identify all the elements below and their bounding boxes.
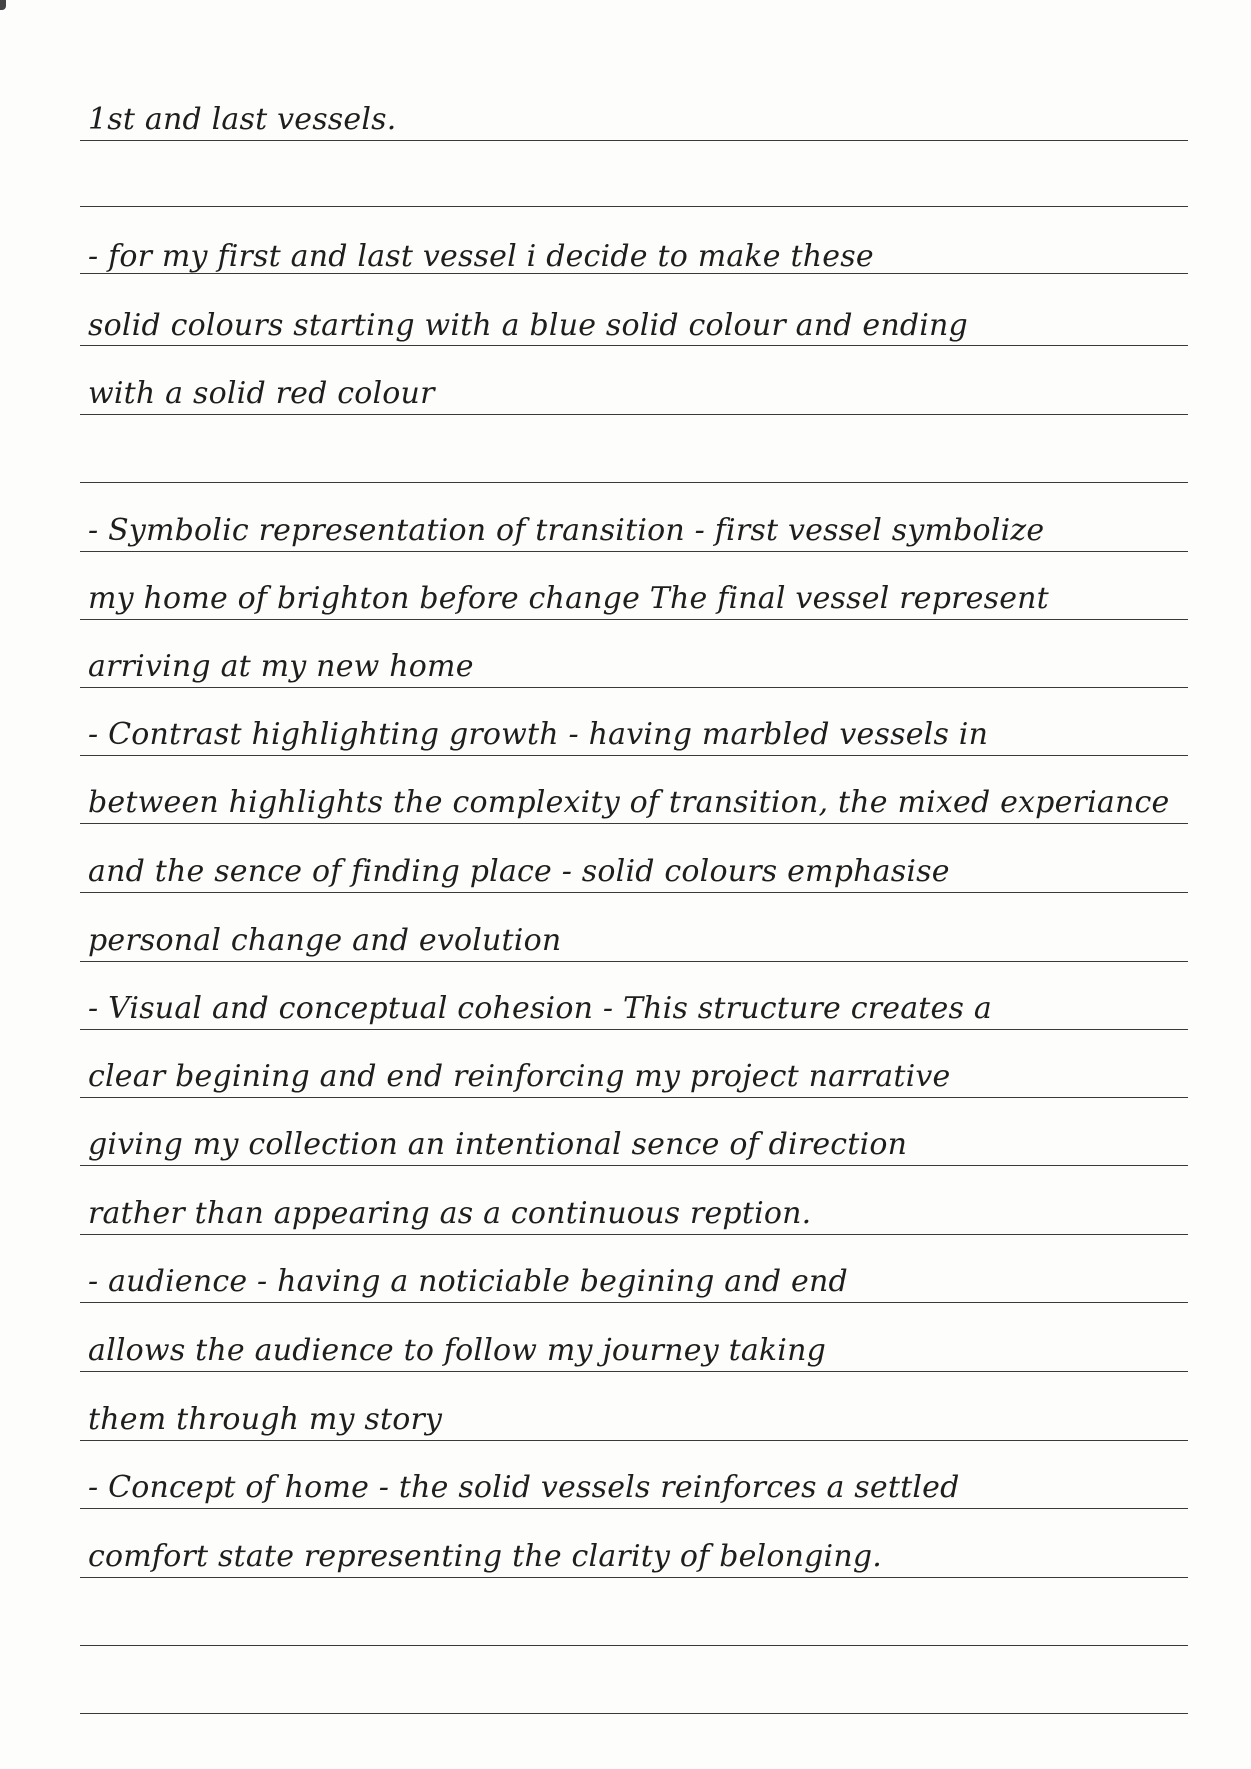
text-line: personal change and evolution: [88, 923, 562, 958]
text-line: - Contrast highlighting growth - having marbled vessels in: [88, 717, 989, 752]
text-line: clear begining and end reinforcing my project narrative: [88, 1059, 951, 1094]
text-line: arriving at my new home: [88, 649, 474, 684]
ruled-line: [80, 1645, 1188, 1646]
text-line: with a solid red colour: [88, 376, 435, 411]
text-line: them through my story: [88, 1402, 443, 1437]
text-line: my home of brighton before change The final vessel represent: [88, 581, 1049, 616]
text-line: - Concept of home - the solid vessels reinforces a settled: [88, 1470, 960, 1505]
text-line: - Visual and conceptual cohesion - This structure creates a: [88, 991, 992, 1026]
ruled-line: [80, 482, 1188, 483]
text-line: and the sence of finding place - solid colours emphasise: [88, 854, 950, 889]
text-line: between highlights the complexity of transition, the mixed experiance: [88, 785, 1170, 820]
text-line: giving my collection an intentional sence of direction: [88, 1127, 908, 1162]
text-line: comfort state representing the clarity of belonging.: [88, 1539, 882, 1574]
text-line: solid colours starting with a blue solid colour and ending: [88, 308, 968, 343]
text-line: - for my first and last vessel i decide to make these: [88, 239, 874, 274]
ruled-line: [80, 206, 1188, 207]
page-corner-mark: [0, 0, 6, 10]
text-line: allows the audience to follow my journey taking: [88, 1333, 827, 1368]
text-line: - audience - having a noticiable begining and end: [88, 1264, 848, 1299]
text-line: - Symbolic representation of transition - first vessel symbolize: [88, 513, 1045, 548]
ruled-line: [80, 1713, 1188, 1714]
page-heading: 1st and last vessels.: [88, 102, 397, 137]
text-line: rather than appearing as a continuous reption.: [88, 1196, 812, 1231]
